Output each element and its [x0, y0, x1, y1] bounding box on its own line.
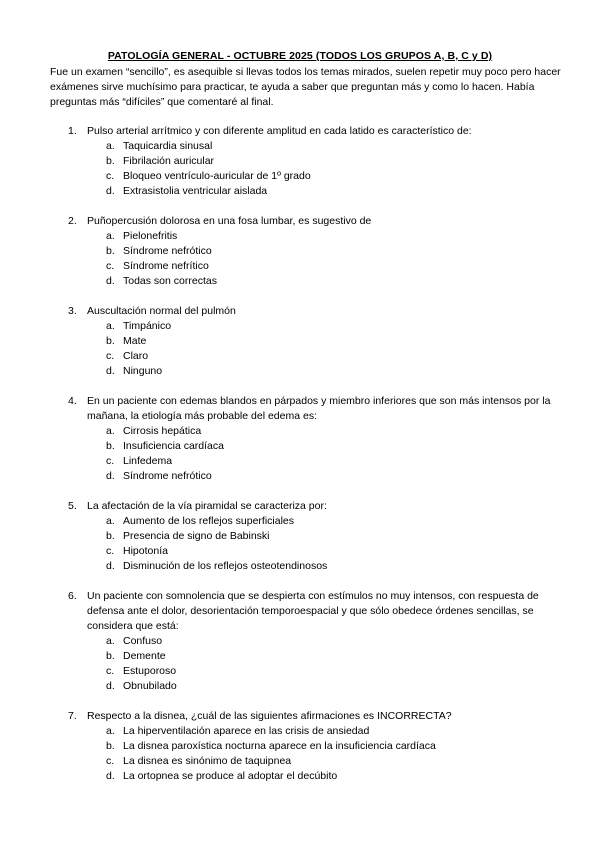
question-number: 5.: [68, 500, 77, 512]
option-list: [0, 724, 600, 784]
option-item: [0, 739, 600, 754]
option-item: [0, 664, 600, 679]
question-number: 6.: [68, 590, 77, 602]
option-item: [0, 544, 600, 559]
option-letter: c.: [106, 455, 115, 467]
question-item: [0, 214, 600, 289]
question-number: 4.: [68, 395, 77, 407]
option-text: Presencia de signo de Babinski: [123, 530, 270, 542]
question-number: 1.: [68, 125, 77, 137]
option-letter: a.: [106, 140, 115, 152]
option-list: [0, 319, 600, 379]
option-item: [0, 169, 600, 184]
option-text: Demente: [123, 650, 166, 662]
option-list: [0, 514, 600, 574]
option-letter: d.: [106, 185, 115, 197]
option-text: Estuporoso: [123, 665, 177, 677]
option-letter: b.: [106, 335, 115, 347]
option-letter: d.: [106, 365, 115, 377]
option-text: Timpánico: [123, 320, 172, 332]
option-letter: a.: [106, 515, 115, 527]
option-letter: c.: [106, 665, 115, 677]
option-letter: c.: [106, 260, 115, 272]
option-text: Disminución de los reflejos osteotendinosos: [123, 560, 328, 572]
option-letter: a.: [106, 425, 115, 437]
option-text: La disnea es sinónimo de taquipnea: [123, 755, 292, 767]
option-list: [0, 139, 600, 199]
question-text: Pulso arterial arrítmico y con diferente amplitud en cada latido es característico de:: [87, 125, 472, 137]
option-item: [0, 454, 600, 469]
option-text: Mate: [123, 335, 147, 347]
option-item: [0, 769, 600, 784]
option-item: [0, 154, 600, 169]
option-letter: b.: [106, 440, 115, 452]
question-item: [0, 499, 600, 574]
option-letter: d.: [106, 680, 115, 692]
option-letter: c.: [106, 545, 115, 557]
option-item: [0, 634, 600, 649]
option-letter: d.: [106, 560, 115, 572]
option-letter: c.: [106, 170, 115, 182]
option-text: Insuficiencia cardíaca: [123, 440, 224, 452]
option-item: [0, 139, 600, 154]
option-text: La hiperventilación aparece en las crisis de ansiedad: [123, 725, 370, 737]
option-item: [0, 439, 600, 454]
option-text: Síndrome nefrótico: [123, 470, 212, 482]
option-item: [0, 469, 600, 484]
option-item: [0, 259, 600, 274]
option-text: Pielonefritis: [123, 230, 178, 242]
page-title: PATOLOGÍA GENERAL - OCTUBRE 2025 (TODOS LOS GRUPOS A, B, C y D): [107, 50, 493, 62]
option-letter: a.: [106, 635, 115, 647]
option-text: Obnubilado: [123, 680, 177, 692]
option-text: Síndrome nefrótico: [123, 245, 212, 257]
option-letter: a.: [106, 230, 115, 242]
option-item: [0, 649, 600, 664]
option-item: [0, 514, 600, 529]
option-item: [0, 274, 600, 289]
option-text: La ortopnea se produce al adoptar el decúbito: [123, 770, 338, 782]
option-item: [0, 724, 600, 739]
option-text: Todas son correctas: [123, 275, 217, 287]
question-item: [0, 124, 600, 199]
option-letter: b.: [106, 155, 115, 167]
option-letter: a.: [106, 725, 115, 737]
option-item: [0, 349, 600, 364]
question-item: [0, 709, 600, 784]
question-item: [0, 304, 600, 379]
option-item: [0, 244, 600, 259]
question-text: Puñopercusión dolorosa en una fosa lumbar, es sugestivo de: [87, 215, 372, 227]
question-text: Un paciente con somnolencia que se despierta con estímulos no muy intensos, con respuesta de defensa ante el dolor, desorientación temporoespacial y que sólo obedece órdenes sencillas, se considera que está:: [87, 590, 539, 632]
option-item: [0, 229, 600, 244]
option-letter: c.: [106, 755, 115, 767]
question-text: La afectación de la vía piramidal se caracteriza por:: [87, 500, 327, 512]
option-item: [0, 559, 600, 574]
question-text: Auscultación normal del pulmón: [87, 305, 236, 317]
option-text: Confuso: [123, 635, 163, 647]
option-item: [0, 754, 600, 769]
option-list: [0, 634, 600, 694]
option-text: Aumento de los reflejos superficiales: [123, 515, 295, 527]
option-list: [0, 229, 600, 289]
option-item: [0, 679, 600, 694]
intro-paragraph: Fue un examen “sencillo”, es asequible si llevas todos los temas mirados, suelen repetir muy poco pero hacer exámenes sirve muchísimo para practicar, te ayuda a saber que preguntan más y como lo hacen. Había preguntas más “difíciles” que comentaré al final.: [50, 66, 561, 108]
question-text: Respecto a la disnea, ¿cuál de las siguientes afirmaciones es INCORRECTA?: [87, 710, 452, 722]
option-letter: b.: [106, 650, 115, 662]
option-letter: b.: [106, 245, 115, 257]
option-list: [0, 424, 600, 484]
question-number: 7.: [68, 710, 77, 722]
option-item: [0, 184, 600, 199]
option-text: Extrasistolia ventricular aislada: [123, 185, 268, 197]
question-number: 3.: [68, 305, 77, 317]
option-letter: d.: [106, 275, 115, 287]
option-text: Hipotonía: [123, 545, 168, 557]
option-item: [0, 319, 600, 334]
option-text: Bloqueo ventrículo-auricular de 1º grado: [123, 170, 311, 182]
option-text: Cirrosis hepática: [123, 425, 202, 437]
option-letter: d.: [106, 770, 115, 782]
option-item: [0, 529, 600, 544]
option-letter: d.: [106, 470, 115, 482]
question-item: [0, 589, 600, 694]
option-text: Linfedema: [123, 455, 173, 467]
option-text: Fibrilación auricular: [123, 155, 215, 167]
option-text: Síndrome nefrítico: [123, 260, 209, 272]
option-item: [0, 424, 600, 439]
question-text: En un paciente con edemas blandos en párpados y miembro inferiores que son más intensos por la mañana, la etiología más probable del edema es:: [87, 395, 551, 422]
question-item: [0, 394, 600, 484]
option-letter: b.: [106, 740, 115, 752]
option-letter: a.: [106, 320, 115, 332]
option-letter: b.: [106, 530, 115, 542]
option-text: Taquicardia sinusal: [123, 140, 213, 152]
option-item: [0, 334, 600, 349]
option-item: [0, 364, 600, 379]
question-list: [0, 124, 600, 799]
option-letter: c.: [106, 350, 115, 362]
question-number: 2.: [68, 215, 77, 227]
option-text: Ninguno: [123, 365, 163, 377]
option-text: Claro: [123, 350, 149, 362]
option-text: La disnea paroxística nocturna aparece en la insuficiencia cardíaca: [123, 740, 436, 752]
